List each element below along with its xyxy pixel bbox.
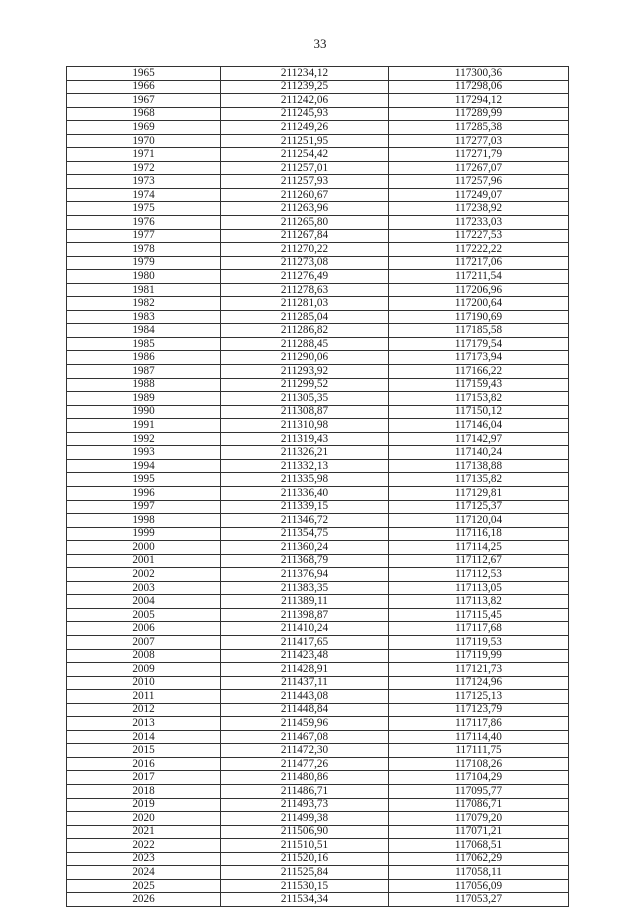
table-row [67,392,569,406]
x-coordinate-cell: 211389,11 [221,595,389,609]
y-coordinate-cell: 117111,75 [389,744,569,758]
x-coordinate-cell: 211245,93 [221,107,389,121]
y-coordinate-cell: 117114,40 [389,730,569,744]
y-coordinate-cell: 117112,53 [389,568,569,582]
table-row [67,514,569,528]
point-number-cell: 1966 [67,80,221,94]
table-row [67,893,569,907]
point-number-cell: 1985 [67,337,221,351]
x-coordinate-cell: 211239,25 [221,80,389,94]
x-coordinate-cell: 211257,93 [221,175,389,189]
table-row [67,297,569,311]
table-row [67,784,569,798]
point-number-cell: 2019 [67,798,221,812]
point-number-cell: 1994 [67,459,221,473]
x-coordinate-cell: 211290,06 [221,351,389,365]
y-coordinate-cell: 117112,67 [389,554,569,568]
x-coordinate-cell: 211354,75 [221,527,389,541]
table-row [67,866,569,880]
point-number-cell: 1998 [67,514,221,528]
x-coordinate-cell: 211326,21 [221,446,389,460]
point-number-cell: 1999 [67,527,221,541]
point-number-cell: 1979 [67,256,221,270]
table-row [67,852,569,866]
point-number-cell: 2011 [67,690,221,704]
point-number-cell: 1990 [67,405,221,419]
point-number-cell: 2003 [67,581,221,595]
y-coordinate-cell: 117153,82 [389,392,569,406]
y-coordinate-cell: 117114,25 [389,541,569,555]
table-row [67,148,569,162]
point-number-cell: 1970 [67,134,221,148]
table-row [67,243,569,257]
y-coordinate-cell: 117123,79 [389,703,569,717]
table-row [67,663,569,677]
page-number: 33 [313,36,327,51]
x-coordinate-cell: 211428,91 [221,663,389,677]
table-row [67,405,569,419]
point-number-cell: 1976 [67,216,221,230]
table-row [67,608,569,622]
point-number-cell: 2024 [67,866,221,880]
x-coordinate-cell: 211234,12 [221,67,389,81]
y-coordinate-cell: 117056,09 [389,879,569,893]
point-number-cell: 1992 [67,432,221,446]
point-number-cell: 1974 [67,188,221,202]
x-coordinate-cell: 211506,90 [221,825,389,839]
y-coordinate-cell: 117116,18 [389,527,569,541]
table-row [67,486,569,500]
table-row [67,622,569,636]
point-number-cell: 2025 [67,879,221,893]
table-row [67,744,569,758]
y-coordinate-cell: 117294,12 [389,94,569,108]
x-coordinate-cell: 211525,84 [221,866,389,880]
y-coordinate-cell: 117120,04 [389,514,569,528]
table-row [67,324,569,338]
point-number-cell: 1988 [67,378,221,392]
y-coordinate-cell: 117117,68 [389,622,569,636]
y-coordinate-cell: 117053,27 [389,893,569,907]
table-row [67,717,569,731]
point-number-cell: 2010 [67,676,221,690]
y-coordinate-cell: 117166,22 [389,365,569,379]
point-number-cell: 1995 [67,473,221,487]
x-coordinate-cell: 211510,51 [221,839,389,853]
point-number-cell: 1997 [67,500,221,514]
y-coordinate-cell: 117190,69 [389,310,569,324]
table-row [67,432,569,446]
point-number-cell: 2005 [67,608,221,622]
x-coordinate-cell: 211437,11 [221,676,389,690]
y-coordinate-cell: 117119,53 [389,635,569,649]
x-coordinate-cell: 211534,34 [221,893,389,907]
x-coordinate-cell: 211276,49 [221,270,389,284]
point-number-cell: 1991 [67,419,221,433]
y-coordinate-cell: 117119,99 [389,649,569,663]
table-row [67,446,569,460]
point-number-cell: 1978 [67,243,221,257]
y-coordinate-cell: 117267,07 [389,161,569,175]
y-coordinate-cell: 117135,82 [389,473,569,487]
x-coordinate-cell: 211286,82 [221,324,389,338]
table-row [67,690,569,704]
x-coordinate-cell: 211299,52 [221,378,389,392]
y-coordinate-cell: 117211,54 [389,270,569,284]
y-coordinate-cell: 117238,92 [389,202,569,216]
table-row [67,419,569,433]
point-number-cell: 2026 [67,893,221,907]
y-coordinate-cell: 117271,79 [389,148,569,162]
x-coordinate-cell: 211480,86 [221,771,389,785]
x-coordinate-cell: 211499,38 [221,812,389,826]
table-row [67,134,569,148]
table-row [67,283,569,297]
x-coordinate-cell: 211360,24 [221,541,389,555]
table-row [67,703,569,717]
table-row [67,812,569,826]
point-number-cell: 2017 [67,771,221,785]
y-coordinate-cell: 117062,29 [389,852,569,866]
x-coordinate-cell: 211257,01 [221,161,389,175]
y-coordinate-cell: 117179,54 [389,337,569,351]
point-number-cell: 1982 [67,297,221,311]
y-coordinate-cell: 117095,77 [389,784,569,798]
table-row [67,270,569,284]
point-number-cell: 2013 [67,717,221,731]
table-row [67,676,569,690]
table-row [67,473,569,487]
point-number-cell: 2009 [67,663,221,677]
x-coordinate-cell: 211288,45 [221,337,389,351]
table-row [67,879,569,893]
y-coordinate-cell: 117079,20 [389,812,569,826]
x-coordinate-cell: 211423,48 [221,649,389,663]
table-row [67,175,569,189]
point-number-cell: 1971 [67,148,221,162]
y-coordinate-cell: 117121,73 [389,663,569,677]
point-number-cell: 2001 [67,554,221,568]
y-coordinate-cell: 117298,06 [389,80,569,94]
table-row [67,581,569,595]
y-coordinate-cell: 117125,13 [389,690,569,704]
x-coordinate-cell: 211249,26 [221,121,389,135]
y-coordinate-cell: 117138,88 [389,459,569,473]
point-number-cell: 2018 [67,784,221,798]
y-coordinate-cell: 117222,22 [389,243,569,257]
x-coordinate-cell: 211285,04 [221,310,389,324]
table-row [67,378,569,392]
point-number-cell: 2008 [67,649,221,663]
x-coordinate-cell: 211410,24 [221,622,389,636]
x-coordinate-cell: 211459,96 [221,717,389,731]
x-coordinate-cell: 211368,79 [221,554,389,568]
y-coordinate-cell: 117217,06 [389,256,569,270]
table-row [67,202,569,216]
x-coordinate-cell: 211242,06 [221,94,389,108]
x-coordinate-cell: 211267,84 [221,229,389,243]
y-coordinate-cell: 117200,64 [389,297,569,311]
y-coordinate-cell: 117146,04 [389,419,569,433]
x-coordinate-cell: 211530,15 [221,879,389,893]
point-number-cell: 2020 [67,812,221,826]
point-number-cell: 2023 [67,852,221,866]
x-coordinate-cell: 211443,08 [221,690,389,704]
table-row [67,757,569,771]
point-number-cell: 1993 [67,446,221,460]
y-coordinate-cell: 117257,96 [389,175,569,189]
point-number-cell: 2016 [67,757,221,771]
y-coordinate-cell: 117125,37 [389,500,569,514]
point-number-cell: 1973 [67,175,221,189]
y-coordinate-cell: 117249,07 [389,188,569,202]
point-number-cell: 1981 [67,283,221,297]
table-row [67,771,569,785]
table-row [67,310,569,324]
point-number-cell: 2022 [67,839,221,853]
table-row [67,595,569,609]
table-row [67,459,569,473]
point-number-cell: 1986 [67,351,221,365]
table-row [67,216,569,230]
y-coordinate-cell: 117185,58 [389,324,569,338]
x-coordinate-cell: 211305,35 [221,392,389,406]
y-coordinate-cell: 117068,51 [389,839,569,853]
table-body [67,67,569,907]
point-number-cell: 1972 [67,161,221,175]
x-coordinate-cell: 211265,80 [221,216,389,230]
point-number-cell: 2015 [67,744,221,758]
table-row [67,107,569,121]
x-coordinate-cell: 211376,94 [221,568,389,582]
x-coordinate-cell: 211270,22 [221,243,389,257]
y-coordinate-cell: 117129,81 [389,486,569,500]
point-number-cell: 2012 [67,703,221,717]
table-row [67,256,569,270]
table-row [67,67,569,81]
coordinates-table [66,66,569,907]
table-row [67,635,569,649]
table-row [67,94,569,108]
point-number-cell: 2002 [67,568,221,582]
x-coordinate-cell: 211467,08 [221,730,389,744]
table-row [67,649,569,663]
y-coordinate-cell: 117108,26 [389,757,569,771]
point-number-cell: 2006 [67,622,221,636]
table-row [67,527,569,541]
x-coordinate-cell: 211281,03 [221,297,389,311]
point-number-cell: 1975 [67,202,221,216]
y-coordinate-cell: 117277,03 [389,134,569,148]
point-number-cell: 1980 [67,270,221,284]
x-coordinate-cell: 211293,92 [221,365,389,379]
x-coordinate-cell: 211319,43 [221,432,389,446]
x-coordinate-cell: 211477,26 [221,757,389,771]
point-number-cell: 1996 [67,486,221,500]
x-coordinate-cell: 211398,87 [221,608,389,622]
point-number-cell: 1967 [67,94,221,108]
table-row [67,568,569,582]
x-coordinate-cell: 211335,98 [221,473,389,487]
y-coordinate-cell: 117086,71 [389,798,569,812]
y-coordinate-cell: 117104,29 [389,771,569,785]
x-coordinate-cell: 211263,96 [221,202,389,216]
table-row [67,500,569,514]
y-coordinate-cell: 117142,97 [389,432,569,446]
y-coordinate-cell: 117058,11 [389,866,569,880]
x-coordinate-cell: 211339,15 [221,500,389,514]
x-coordinate-cell: 211254,42 [221,148,389,162]
table-row [67,229,569,243]
y-coordinate-cell: 117285,38 [389,121,569,135]
x-coordinate-cell: 211336,40 [221,486,389,500]
y-coordinate-cell: 117113,05 [389,581,569,595]
table-row [67,798,569,812]
x-coordinate-cell: 211486,71 [221,784,389,798]
table-row [67,121,569,135]
y-coordinate-cell: 117124,96 [389,676,569,690]
y-coordinate-cell: 117071,21 [389,825,569,839]
table-row [67,351,569,365]
x-coordinate-cell: 211310,98 [221,419,389,433]
point-number-cell: 1987 [67,365,221,379]
y-coordinate-cell: 117233,03 [389,216,569,230]
x-coordinate-cell: 211520,16 [221,852,389,866]
x-coordinate-cell: 211417,65 [221,635,389,649]
point-number-cell: 1968 [67,107,221,121]
table-row [67,188,569,202]
x-coordinate-cell: 211493,73 [221,798,389,812]
y-coordinate-cell: 117206,96 [389,283,569,297]
table-row [67,730,569,744]
x-coordinate-cell: 211472,30 [221,744,389,758]
point-number-cell: 1984 [67,324,221,338]
point-number-cell: 2000 [67,541,221,555]
y-coordinate-cell: 117227,53 [389,229,569,243]
x-coordinate-cell: 211332,13 [221,459,389,473]
table-row [67,337,569,351]
table-row [67,161,569,175]
point-number-cell: 1989 [67,392,221,406]
y-coordinate-cell: 117140,24 [389,446,569,460]
x-coordinate-cell: 211346,72 [221,514,389,528]
point-number-cell: 2007 [67,635,221,649]
y-coordinate-cell: 117117,86 [389,717,569,731]
point-number-cell: 1977 [67,229,221,243]
point-number-cell: 1965 [67,67,221,81]
x-coordinate-cell: 211308,87 [221,405,389,419]
point-number-cell: 1983 [67,310,221,324]
y-coordinate-cell: 117115,45 [389,608,569,622]
table-row [67,839,569,853]
point-number-cell: 2021 [67,825,221,839]
y-coordinate-cell: 117300,36 [389,67,569,81]
x-coordinate-cell: 211260,67 [221,188,389,202]
x-coordinate-cell: 211273,08 [221,256,389,270]
table-row [67,825,569,839]
table-row [67,80,569,94]
x-coordinate-cell: 211383,35 [221,581,389,595]
x-coordinate-cell: 211251,95 [221,134,389,148]
point-number-cell: 2004 [67,595,221,609]
y-coordinate-cell: 117150,12 [389,405,569,419]
x-coordinate-cell: 211448,84 [221,703,389,717]
point-number-cell: 2014 [67,730,221,744]
y-coordinate-cell: 117289,99 [389,107,569,121]
table-row [67,541,569,555]
y-coordinate-cell: 117173,94 [389,351,569,365]
y-coordinate-cell: 117113,82 [389,595,569,609]
table-row [67,365,569,379]
x-coordinate-cell: 211278,63 [221,283,389,297]
y-coordinate-cell: 117159,43 [389,378,569,392]
table-row [67,554,569,568]
point-number-cell: 1969 [67,121,221,135]
